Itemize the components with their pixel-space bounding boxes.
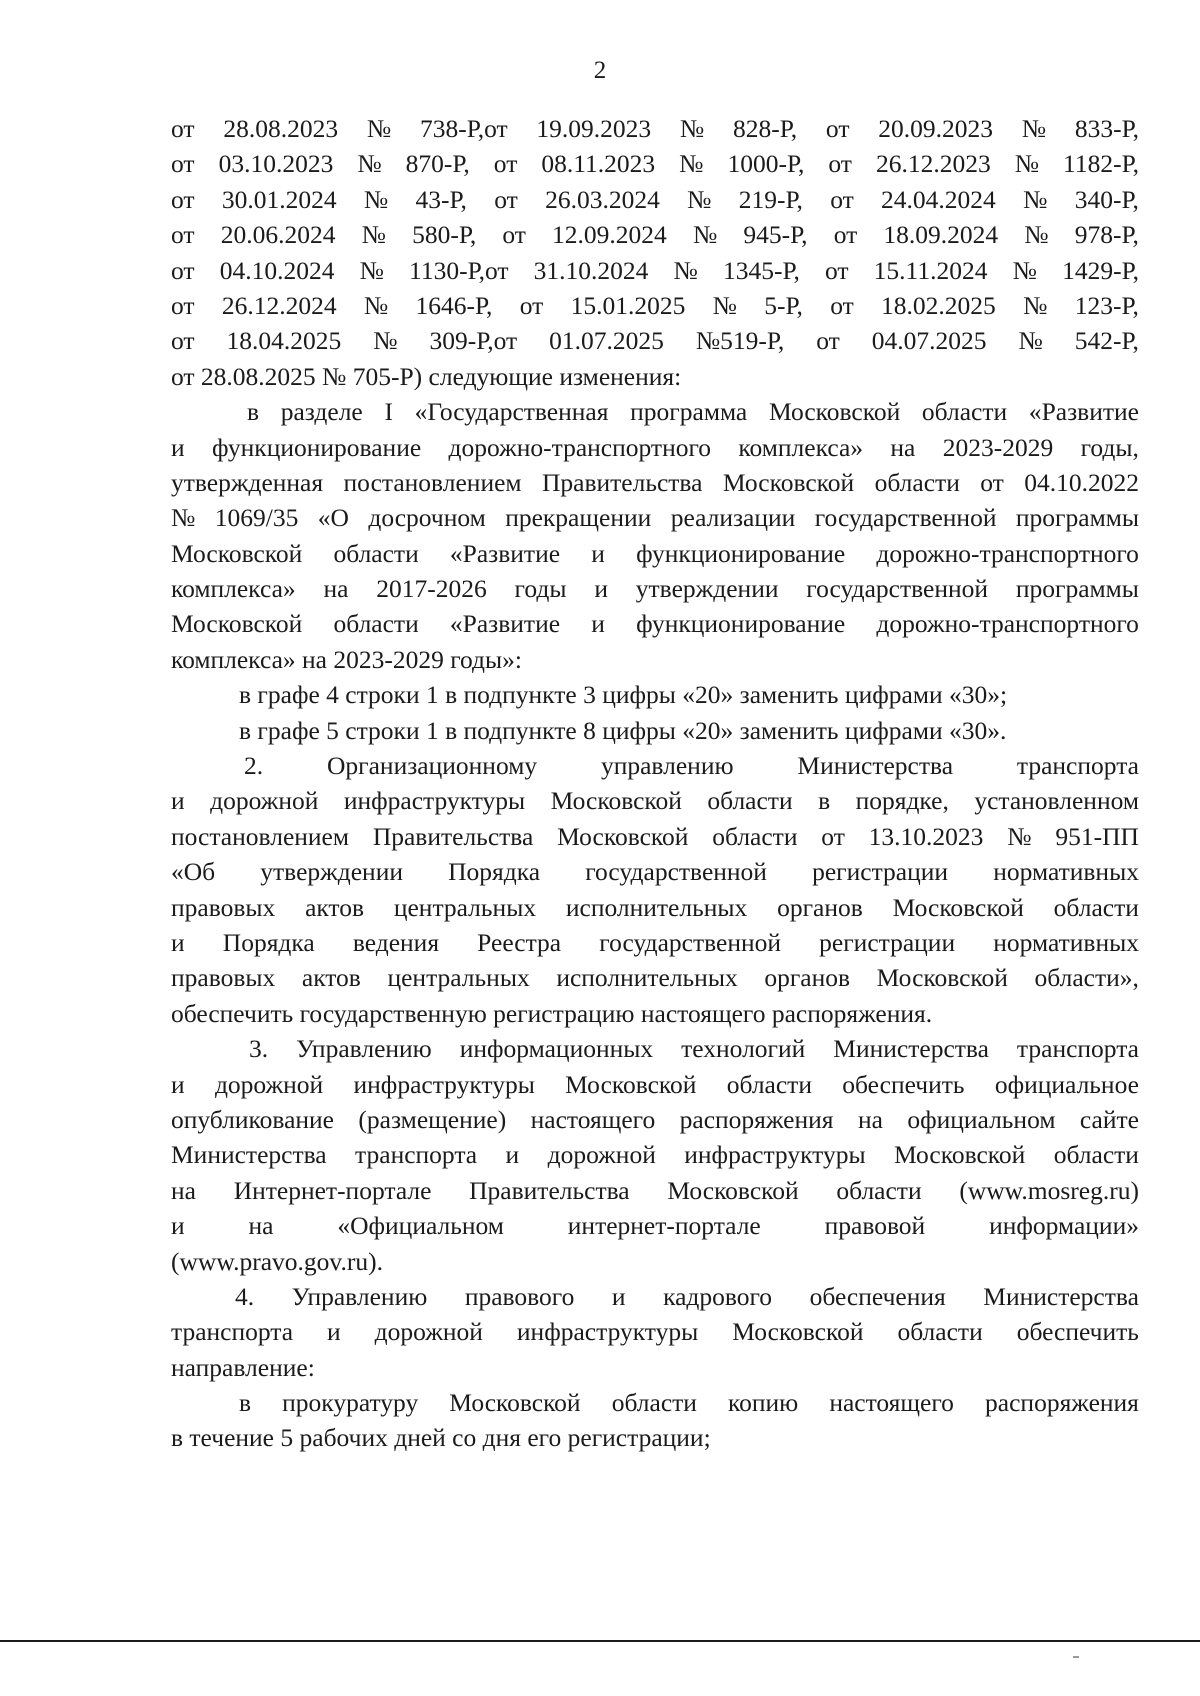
word: дорожной [210, 786, 319, 816]
word: области [712, 821, 798, 851]
word: от [171, 184, 195, 214]
word: 340-Р, [1074, 184, 1139, 214]
word: от [494, 184, 518, 214]
text-line [171, 1137, 1139, 1172]
word: правовых [171, 963, 276, 993]
paragraph-first-line [171, 1031, 1139, 1066]
word: области [921, 397, 1008, 427]
text-line [171, 146, 1139, 181]
word: инфраструктуры [516, 1317, 699, 1347]
word: 1429-Р, [1062, 255, 1139, 285]
word: программы [1015, 503, 1139, 533]
word: «Развитие [1028, 397, 1139, 427]
word: Московской [894, 1140, 1026, 1170]
word: дорожно-транспортного [876, 609, 1139, 639]
word: программа [630, 397, 748, 427]
word: в [818, 786, 831, 816]
word: 738-Р,от [419, 114, 508, 143]
word: 15.11.2024 [873, 255, 988, 285]
word: официальном [907, 1104, 1056, 1134]
page-number: 2 [593, 57, 607, 84]
word: № [363, 184, 389, 214]
word: функционирование [636, 609, 846, 639]
text-line [171, 819, 1139, 854]
text-line [171, 925, 1139, 960]
text-line [171, 1208, 1139, 1243]
word: утверждении [260, 857, 403, 887]
word: исполнительных [565, 892, 748, 922]
word: 26.12.2023 [875, 149, 991, 179]
word: дорожной [214, 1069, 324, 1099]
word: 5-Р, [764, 290, 803, 320]
word: Московской [550, 786, 682, 816]
word: транспорта [1016, 751, 1139, 781]
word: функционирование [636, 538, 846, 568]
word: 1000-Р, [727, 149, 805, 179]
word: Московской [171, 609, 303, 639]
word: № [1023, 290, 1048, 320]
word: Правительства [469, 1175, 630, 1205]
word: № [171, 503, 196, 533]
word: от [821, 821, 845, 851]
word: 1646-Р, [415, 290, 493, 320]
word: и [171, 786, 185, 816]
word: Управлению [291, 1281, 428, 1311]
word: Московской [876, 963, 1008, 993]
text-line [171, 783, 1139, 818]
word: 542-Р, [1074, 326, 1139, 356]
word: органов [764, 963, 851, 993]
word: «Развитие [449, 538, 561, 568]
word: от [171, 255, 195, 285]
word: № [373, 326, 398, 356]
word: 19.09.2023 [536, 114, 652, 143]
word: информационных [459, 1034, 654, 1064]
word: актов [305, 892, 365, 922]
word: области [333, 538, 419, 568]
word: № [673, 255, 698, 285]
paragraph-first-line [171, 1385, 1139, 1420]
word: № [363, 290, 389, 320]
word: Московской [732, 1317, 864, 1347]
paragraph-first-line [171, 1279, 1139, 1314]
text-line [171, 890, 1139, 925]
word: функционирование [212, 432, 422, 462]
text-line [171, 571, 1139, 606]
word: интернет-портале [567, 1211, 761, 1241]
word: на [248, 1211, 274, 1241]
word: комплекса» [738, 432, 864, 462]
word: опубликование [171, 1104, 334, 1134]
word: на [323, 574, 349, 604]
word: в [239, 1388, 252, 1418]
word: 309-Р,от [429, 326, 518, 356]
word: от [171, 114, 195, 143]
word: № [679, 114, 705, 143]
scan-artifact [1073, 1656, 1079, 1658]
word: 18.02.2025 [881, 290, 996, 320]
word: настоящего [829, 1388, 954, 1418]
word: Интернет-портале [233, 1175, 432, 1205]
word: 123-Р, [1074, 290, 1139, 320]
word: годы [514, 574, 567, 604]
word: № [361, 220, 386, 250]
word: транспорта [355, 1140, 478, 1170]
text-line [171, 1314, 1139, 1349]
word: инфраструктуры [353, 1069, 535, 1099]
text-line: направление: [171, 1352, 315, 1382]
word: и [594, 574, 608, 604]
word: 18.09.2024 [883, 220, 999, 250]
word: 3. [249, 1034, 269, 1064]
word: 04.10.2022 [1024, 467, 1139, 497]
word: установленном [974, 786, 1139, 816]
word: копию [728, 1388, 799, 1418]
text-line [171, 288, 1139, 323]
word: Управлению [296, 1034, 432, 1064]
word: прекращении [505, 503, 652, 533]
text-line [171, 1067, 1139, 1102]
word: Министерства [983, 1281, 1139, 1311]
word: 580-Р, [412, 220, 477, 250]
word: от [519, 290, 544, 320]
word: инфраструктуры [684, 1140, 866, 1170]
word: распоряжения [985, 1388, 1139, 1418]
text-line [171, 323, 1139, 358]
word: № [679, 149, 704, 179]
word: (размещение) [358, 1104, 507, 1134]
word: обеспечить [1016, 1317, 1139, 1347]
word: от [171, 220, 195, 250]
word: утвержденная [171, 467, 324, 497]
word: 15.01.2025 [570, 290, 686, 320]
word: комплекса» [171, 574, 296, 604]
word: 30.01.2024 [221, 184, 337, 214]
word: государственной [599, 927, 782, 957]
word: инфраструктуры [343, 786, 526, 816]
word: 03.10.2023 [218, 149, 334, 179]
word: государственной [585, 857, 767, 887]
word: I [384, 397, 393, 427]
word: 828-Р, [733, 114, 798, 143]
word: от [171, 326, 195, 356]
word: области [874, 467, 960, 497]
word: 12.09.2024 [552, 220, 667, 250]
word: № [687, 184, 712, 214]
word: на [857, 1104, 883, 1134]
word: от [824, 255, 849, 285]
text-line [171, 606, 1139, 641]
word: Реестра [477, 927, 562, 957]
word: разделе [280, 397, 363, 427]
word: транспорта [171, 1317, 294, 1347]
word: и [591, 609, 605, 639]
word: от [828, 149, 852, 179]
word: и [171, 1069, 185, 1099]
word: в [247, 397, 260, 427]
word: постановлением [171, 821, 350, 851]
word: нормативных [993, 927, 1139, 957]
word: утверждении [635, 574, 779, 604]
word: центральных [387, 963, 530, 993]
text-line [171, 430, 1139, 465]
word: 43-Р, [415, 184, 467, 214]
word: обеспечения [809, 1281, 946, 1311]
text-line [171, 217, 1139, 252]
word: кадрового [663, 1281, 773, 1311]
word: области», [1034, 963, 1139, 993]
word: дорожно-транспортного [448, 432, 712, 462]
text-line: в течение 5 рабочих дней со дня его регистрации; [171, 1423, 711, 1453]
word: 945-Р, [743, 220, 808, 250]
word: 01.07.2025 [549, 326, 664, 356]
word: транспорта [1016, 1034, 1139, 1064]
word: сайте [1079, 1104, 1139, 1134]
word: порядке, [855, 786, 949, 816]
word: 1182-Р, [1063, 149, 1139, 179]
text-line [171, 1173, 1139, 1208]
word: 04.07.2025 [871, 326, 987, 356]
word: 20.06.2024 [220, 220, 336, 250]
text-line: (www.pravo.gov.ru). [171, 1246, 383, 1276]
word: регистрации [812, 857, 949, 887]
word: Московской [667, 1175, 799, 1205]
page-bottom-rule [0, 1640, 1200, 1642]
word: 18.04.2025 [226, 326, 342, 356]
word: и [611, 1281, 626, 1311]
document-body [171, 111, 1139, 1456]
word: № [1024, 220, 1049, 250]
word: настоящего [530, 1104, 656, 1134]
word: 2. [244, 751, 264, 781]
word: 4. [235, 1281, 255, 1311]
word: от [171, 149, 195, 179]
word: дорожной [374, 1317, 483, 1347]
word: управлению [600, 751, 734, 781]
word: распоряжения [679, 1104, 834, 1134]
word: 1130-Р,от [409, 255, 509, 285]
word: 2017-2026 [376, 574, 487, 604]
word: № [1018, 326, 1043, 356]
word: 24.04.2024 [881, 184, 996, 214]
word: регистрации [819, 927, 956, 957]
word: реализации [670, 503, 796, 533]
word: Московской [449, 1388, 581, 1418]
word: досрочном [368, 503, 486, 533]
word: от [825, 114, 850, 143]
word: годы, [1080, 432, 1139, 462]
word: информации» [989, 1211, 1139, 1241]
word: от [493, 149, 518, 179]
paragraph-first-line: в графе 5 строки 1 в подпункте 8 цифры «20» заменить цифрами «30». [239, 715, 1007, 745]
word: № [712, 290, 737, 320]
paragraph-first-line [171, 748, 1139, 783]
word: правового [464, 1281, 575, 1311]
word: №519-Р, [695, 326, 785, 356]
word: Московской [768, 397, 901, 427]
word: 870-Р, [405, 149, 470, 179]
word: 26.12.2024 [221, 290, 337, 320]
word: от [502, 220, 526, 250]
word: № [1014, 149, 1040, 179]
word: № [1021, 114, 1047, 143]
word: технологий [681, 1034, 806, 1064]
word: на [890, 432, 916, 462]
word: области [611, 1388, 697, 1418]
word: правовой [824, 1211, 926, 1241]
word: и [327, 1317, 341, 1347]
word: № [1007, 821, 1032, 851]
text-line: комплекса» на 2023-2029 годы»: [171, 644, 522, 674]
word: органов [777, 892, 863, 922]
word: № [1012, 255, 1037, 285]
text-line [171, 854, 1139, 889]
word: дорожно-транспортного [876, 538, 1139, 568]
word: правовых [171, 892, 276, 922]
word: 1069/35 [214, 503, 299, 533]
word: актов [301, 963, 361, 993]
word: Порядка [222, 927, 315, 957]
word: 04.10.2024 [219, 255, 335, 285]
word: области [333, 609, 419, 639]
word: 219-Р, [738, 184, 803, 214]
word: нормативных [993, 857, 1139, 887]
word: Московской [171, 538, 303, 568]
word: от [171, 290, 195, 320]
word: 31.10.2024 [533, 255, 649, 285]
word: от [830, 184, 854, 214]
word: № [357, 149, 382, 179]
word: «Развитие [449, 609, 561, 639]
word: программы [1015, 574, 1139, 604]
word: Министерства [797, 751, 954, 781]
word: Порядка [448, 857, 541, 887]
word: «Официальном [337, 1211, 504, 1241]
word: 833-Р, [1074, 114, 1139, 143]
word: области [726, 1069, 812, 1099]
word: 08.11.2023 [541, 149, 656, 179]
word: обеспечить [842, 1069, 965, 1099]
word: государственной [806, 574, 989, 604]
text-line [171, 182, 1139, 217]
word: 28.08.2023 [223, 114, 339, 143]
word: 2023-2029 [942, 432, 1054, 462]
word: Правительства [541, 467, 703, 497]
word: прокуратуру [282, 1388, 419, 1418]
word: 20.09.2023 [878, 114, 993, 143]
word: и [505, 1140, 520, 1170]
word: (www.mosreg.ru) [959, 1175, 1139, 1205]
paragraph-first-line: в графе 4 строки 1 в подпункте 3 цифры «20» заменить цифрами «30»; [239, 680, 1008, 710]
word: и [171, 1211, 185, 1241]
word: «Об [171, 857, 216, 887]
word: области [1053, 1140, 1139, 1170]
text-line [171, 111, 1139, 146]
word: области [1053, 892, 1139, 922]
word: № [692, 220, 718, 250]
paragraph-first-line [171, 394, 1139, 429]
text-line [171, 536, 1139, 571]
text-line [171, 500, 1139, 535]
word: области [897, 1317, 983, 1347]
word: исполнительных [556, 963, 738, 993]
word: 1345-Р, [722, 255, 800, 285]
word: центральных [393, 892, 537, 922]
word: Министерства [833, 1034, 989, 1064]
word: официальное [994, 1069, 1139, 1099]
text-line: обеспечить государственную регистрацию настоящего распоряжения. [171, 998, 933, 1028]
word: от [816, 326, 840, 356]
text-line: от 28.08.2025 № 705-Р) следующие изменения: [171, 361, 682, 391]
word: «Государственная [414, 397, 609, 427]
text-line [171, 960, 1139, 995]
text-line [171, 253, 1139, 288]
word: ведения [352, 927, 440, 957]
word: от [980, 467, 1004, 497]
word: области [707, 786, 793, 816]
word: № [366, 114, 392, 143]
word: 978-Р, [1074, 220, 1139, 250]
text-line [171, 1102, 1139, 1137]
word: 13.10.2023 [868, 821, 984, 851]
word: «О [317, 503, 349, 533]
word: 951-ПП [1055, 821, 1139, 851]
word: от [833, 220, 858, 250]
word: Правительства [372, 821, 534, 851]
word: государственной [814, 503, 997, 533]
word: Организационному [326, 751, 538, 781]
word: 26.03.2024 [545, 184, 660, 214]
text-line [171, 465, 1139, 500]
word: дорожной [547, 1140, 656, 1170]
word: и [591, 538, 605, 568]
word: Московской [565, 1069, 697, 1099]
word: Министерства [171, 1140, 327, 1170]
word: Московской [892, 892, 1024, 922]
word: № [1023, 184, 1048, 214]
word: Московской [722, 467, 855, 497]
word: области [836, 1175, 922, 1205]
word: и [171, 927, 185, 957]
word: постановлением [343, 467, 522, 497]
word: и [171, 432, 185, 462]
word: на [171, 1175, 196, 1205]
word: от [830, 290, 854, 320]
word: Московской [557, 821, 689, 851]
word: № [359, 255, 384, 285]
